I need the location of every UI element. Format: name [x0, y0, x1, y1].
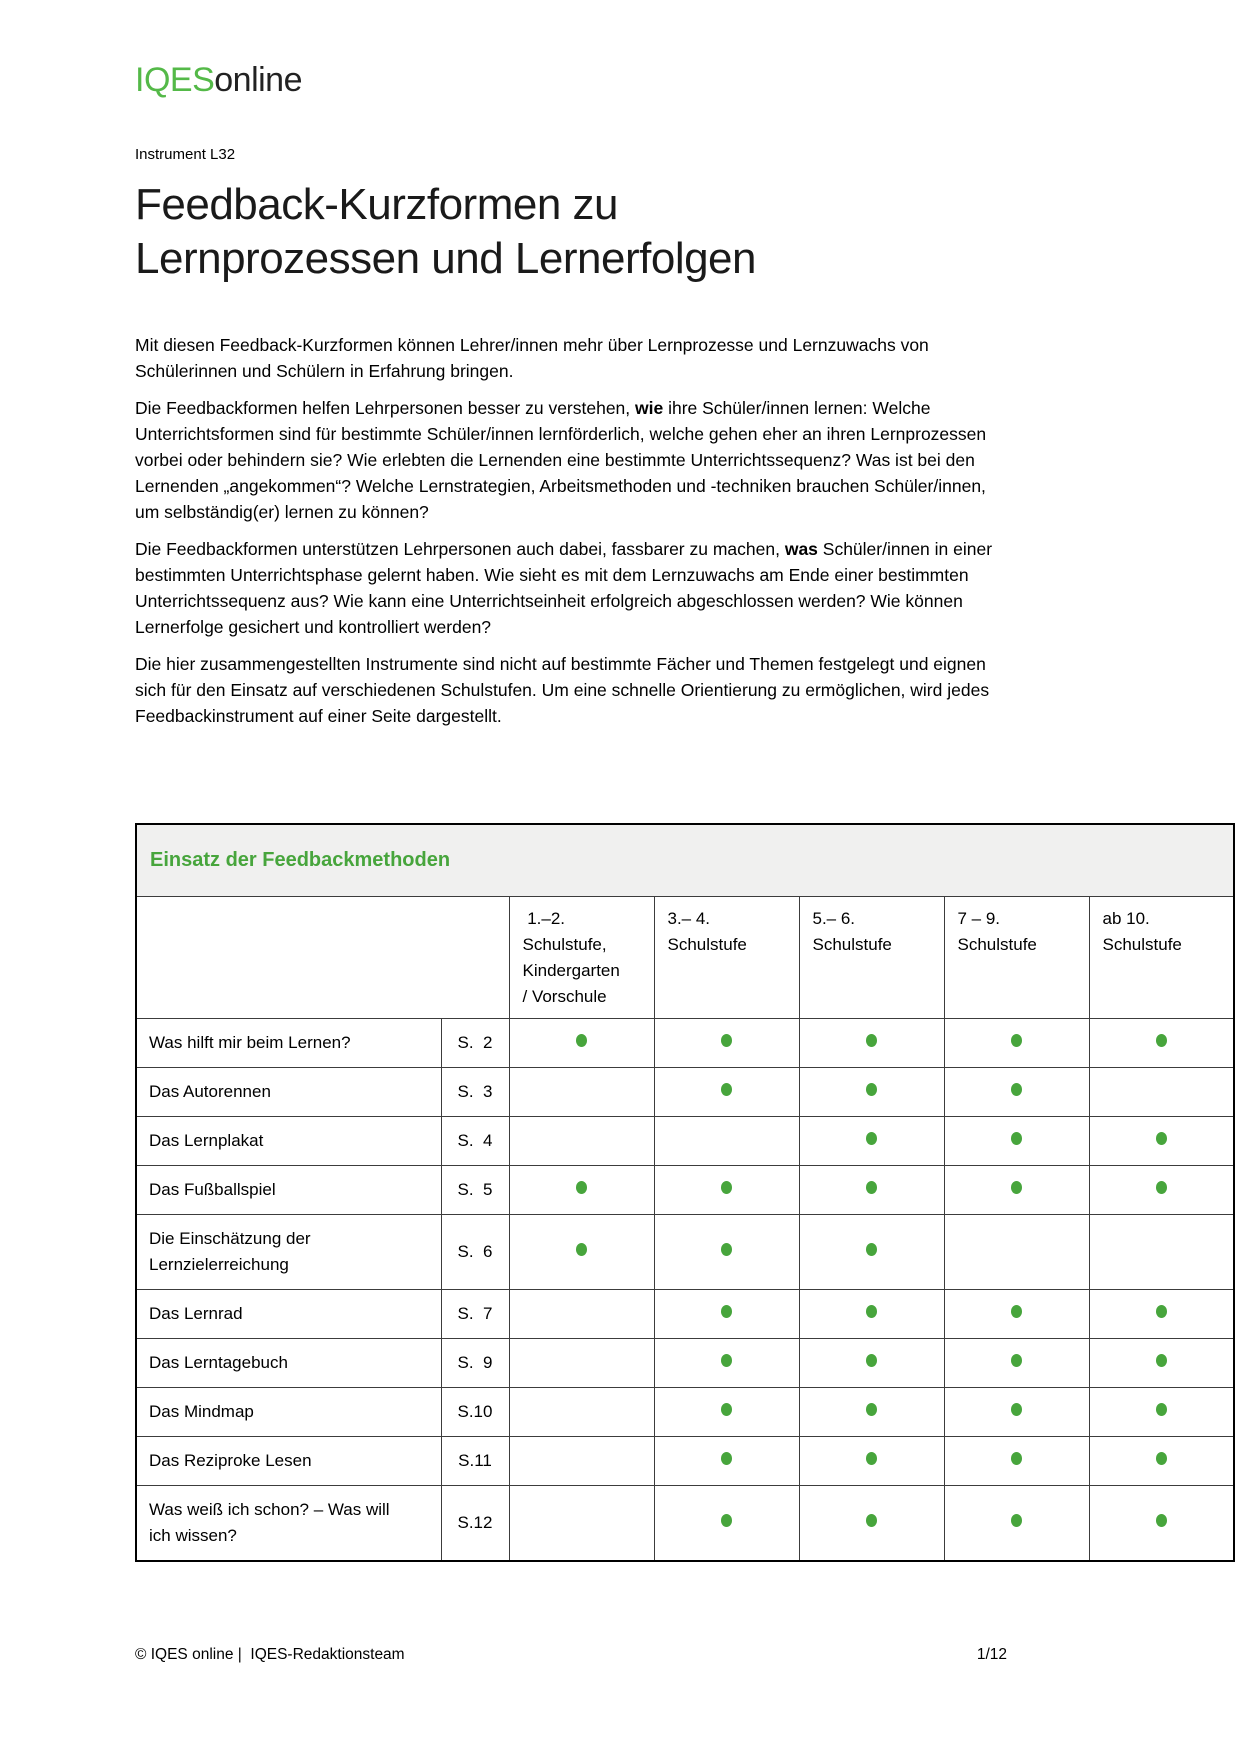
stage-cell [509, 1289, 654, 1338]
table-title-row [136, 824, 1234, 896]
green-dot-icon [721, 1034, 732, 1047]
stage-cell [509, 1485, 654, 1561]
green-dot-icon [1156, 1181, 1167, 1194]
green-dot-icon [866, 1514, 877, 1527]
method-label: Das Autorennen [136, 1067, 441, 1116]
green-dot-icon [721, 1354, 732, 1367]
method-label: Das Lernplakat [136, 1116, 441, 1165]
stage-cell [654, 1436, 799, 1485]
column-header: ab 10. Schulstufe [1089, 896, 1234, 1018]
page-title-line2: Lernprozessen und Lernerfolgen [135, 234, 757, 283]
method-label: Das Reziproke Lesen [136, 1436, 441, 1485]
page-ref: S. 3 [441, 1067, 509, 1116]
green-dot-icon [866, 1132, 877, 1145]
stage-cell [799, 1338, 944, 1387]
method-label: Das Fußballspiel [136, 1165, 441, 1214]
stage-cell [1089, 1387, 1234, 1436]
stage-cell [1089, 1165, 1234, 1214]
green-dot-icon [576, 1243, 587, 1256]
page-title-line1: Feedback-Kurzformen zu [135, 180, 618, 229]
stage-cell [654, 1018, 799, 1067]
footer-copyright: © IQES online | IQES-Redaktionsteam [135, 1646, 405, 1663]
green-dot-icon [721, 1243, 732, 1256]
method-label: Was weiß ich schon? – Was will ich wissen? [136, 1485, 441, 1561]
stage-cell [1089, 1067, 1234, 1116]
green-dot-icon [1011, 1514, 1022, 1527]
green-dot-icon [1011, 1403, 1022, 1416]
page-ref: S.12 [441, 1485, 509, 1561]
stage-cell [509, 1067, 654, 1116]
green-dot-icon [1011, 1181, 1022, 1194]
stage-cell [799, 1165, 944, 1214]
page-ref: S. 5 [441, 1165, 509, 1214]
stage-cell [799, 1485, 944, 1561]
green-dot-icon [721, 1403, 732, 1416]
paragraph: Die Feedbackformen unterstützen Lehrpersonen auch dabei, fassbarer zu machen, was Schüler/innen in einer bestimmten Unterrichtsphase gelernt haben. Wie sieht es mit dem Lernzuwachs am Ende einer bestimmten Unterrichtssequenz aus? Wie kann eine Unterrichtseinheit erfolgreich abgeschlossen werden? Wie können Lernerfolge gesichert und kontrolliert werden? [135, 539, 993, 637]
stage-cell [654, 1289, 799, 1338]
green-dot-icon [866, 1354, 877, 1367]
method-label: Das Mindmap [136, 1387, 441, 1436]
table-row [136, 1018, 1234, 1067]
green-dot-icon [866, 1403, 877, 1416]
page-content [135, 60, 1233, 1562]
green-dot-icon [721, 1514, 732, 1527]
page-ref: S. 6 [441, 1214, 509, 1289]
stage-cell [799, 1018, 944, 1067]
stage-cell [509, 1116, 654, 1165]
stage-cell [799, 1289, 944, 1338]
green-dot-icon [721, 1083, 732, 1096]
green-dot-icon [1011, 1452, 1022, 1465]
table-row [136, 1067, 1234, 1116]
green-dot-icon [721, 1305, 732, 1318]
table-corner-cell [136, 896, 509, 1018]
method-label: Was hilft mir beim Lernen? [136, 1018, 441, 1067]
stage-cell [799, 1436, 944, 1485]
stage-cell [1089, 1338, 1234, 1387]
green-dot-icon [866, 1083, 877, 1096]
stage-cell [799, 1067, 944, 1116]
stage-cell [509, 1165, 654, 1214]
stage-cell [654, 1338, 799, 1387]
paragraph: Die hier zusammengestellten Instrumente sind nicht auf bestimmte Fächer und Themen festgelegt und eignen sich für den Einsatz auf verschiedenen Schulstufen. Um eine schnelle Orientierung zu ermöglichen, wird jedes Feedbackinstrument auf einer Seite dargestellt. [135, 654, 990, 726]
page-title [135, 178, 1233, 286]
stage-cell [944, 1165, 1089, 1214]
page-ref: S.11 [441, 1436, 509, 1485]
column-header: 7 – 9. Schulstufe [944, 896, 1089, 1018]
table-row [136, 1485, 1234, 1561]
green-dot-icon [866, 1181, 877, 1194]
green-dot-icon [1156, 1403, 1167, 1416]
logo-text-iqes: IQES [135, 61, 215, 99]
stage-cell [944, 1338, 1089, 1387]
logo-text-online: online [214, 61, 302, 99]
stage-cell [509, 1436, 654, 1485]
table-row [136, 1338, 1234, 1387]
green-dot-icon [1011, 1354, 1022, 1367]
method-label: Das Lerntagebuch [136, 1338, 441, 1387]
green-dot-icon [721, 1452, 732, 1465]
stage-cell [509, 1387, 654, 1436]
stage-cell [944, 1214, 1089, 1289]
column-header: 5.– 6. Schulstufe [799, 896, 944, 1018]
table-row [136, 1289, 1234, 1338]
green-dot-icon [1156, 1034, 1167, 1047]
stage-cell [944, 1387, 1089, 1436]
green-dot-icon [576, 1181, 587, 1194]
stage-cell [1089, 1116, 1234, 1165]
table-header-row [136, 896, 1234, 1018]
stage-cell [944, 1116, 1089, 1165]
table-row [136, 1165, 1234, 1214]
green-dot-icon [1011, 1034, 1022, 1047]
page-footer [135, 1646, 1007, 1664]
green-dot-icon [1011, 1132, 1022, 1145]
footer-page-number: 1/12 [976, 1646, 1007, 1663]
page-ref: S. 7 [441, 1289, 509, 1338]
stage-cell [799, 1116, 944, 1165]
table-title: Einsatz der Feedbackmethoden [150, 848, 451, 871]
page-ref: S. 4 [441, 1116, 509, 1165]
method-label: Das Lernrad [136, 1289, 441, 1338]
green-dot-icon [1156, 1514, 1167, 1527]
stage-cell [654, 1485, 799, 1561]
stage-cell [654, 1387, 799, 1436]
stage-cell [509, 1018, 654, 1067]
green-dot-icon [1011, 1083, 1022, 1096]
stage-cell [654, 1214, 799, 1289]
stage-cell [944, 1436, 1089, 1485]
stage-cell [944, 1018, 1089, 1067]
stage-cell [654, 1165, 799, 1214]
stage-cell [1089, 1436, 1234, 1485]
page-ref: S. 9 [441, 1338, 509, 1387]
green-dot-icon [721, 1181, 732, 1194]
stage-cell [1089, 1214, 1234, 1289]
column-header: 3.– 4. Schulstufe [654, 896, 799, 1018]
stage-cell [1089, 1018, 1234, 1067]
feedback-methods-table [135, 823, 1235, 1562]
column-header: 1.–2. Schulstufe, Kindergarten / Vorschule [509, 896, 654, 1018]
stage-cell [1089, 1485, 1234, 1561]
green-dot-icon [1156, 1305, 1167, 1318]
stage-cell [509, 1214, 654, 1289]
table-row [136, 1436, 1234, 1485]
page-ref: S.10 [441, 1387, 509, 1436]
method-label: Die Einschätzung der Lernzielerreichung [136, 1214, 441, 1289]
green-dot-icon [1156, 1132, 1167, 1145]
stage-cell [654, 1067, 799, 1116]
green-dot-icon [1156, 1354, 1167, 1367]
paragraph: Die Feedbackformen helfen Lehrpersonen besser zu verstehen, wie ihre Schüler/innen lernen: Welche Unterrichtsformen sind für bestimmte Schüler/innen lernförderlich, welche gehen eher an ihren Lernprozessen vorbei oder behindern sie? Wie erlebten die Lernenden eine bestimmte Unterrichtssequenz? Was ist bei den Lernenden „angekommen“? Welche Lernstrategien, Arbeitsmethoden und -techniken brauchen Schüler/innen, um selbständig(er) lernen zu können? [135, 398, 987, 522]
table-row [136, 1116, 1234, 1165]
stage-cell [1089, 1289, 1234, 1338]
page-ref: S. 2 [441, 1018, 509, 1067]
stage-cell [509, 1338, 654, 1387]
green-dot-icon [866, 1034, 877, 1047]
table-row [136, 1214, 1234, 1289]
green-dot-icon [1011, 1305, 1022, 1318]
iqes-logo [135, 60, 1233, 100]
table-title-bar [136, 824, 1234, 896]
green-dot-icon [866, 1452, 877, 1465]
green-dot-icon [1156, 1452, 1167, 1465]
green-dot-icon [576, 1034, 587, 1047]
paragraph: Mit diesen Feedback-Kurzformen können Lehrer/innen mehr über Lernprozesse und Lernzuwachs von Schülerinnen und Schülern in Erfahrung bringen. [135, 335, 929, 381]
green-dot-icon [866, 1305, 877, 1318]
stage-cell [799, 1214, 944, 1289]
stage-cell [799, 1387, 944, 1436]
stage-cell [654, 1116, 799, 1165]
green-dot-icon [866, 1243, 877, 1256]
intro-paragraphs [135, 332, 1007, 729]
stage-cell [944, 1067, 1089, 1116]
stage-cell [944, 1289, 1089, 1338]
instrument-label: Instrument L32 [135, 146, 236, 163]
table-row [136, 1387, 1234, 1436]
stage-cell [944, 1485, 1089, 1561]
